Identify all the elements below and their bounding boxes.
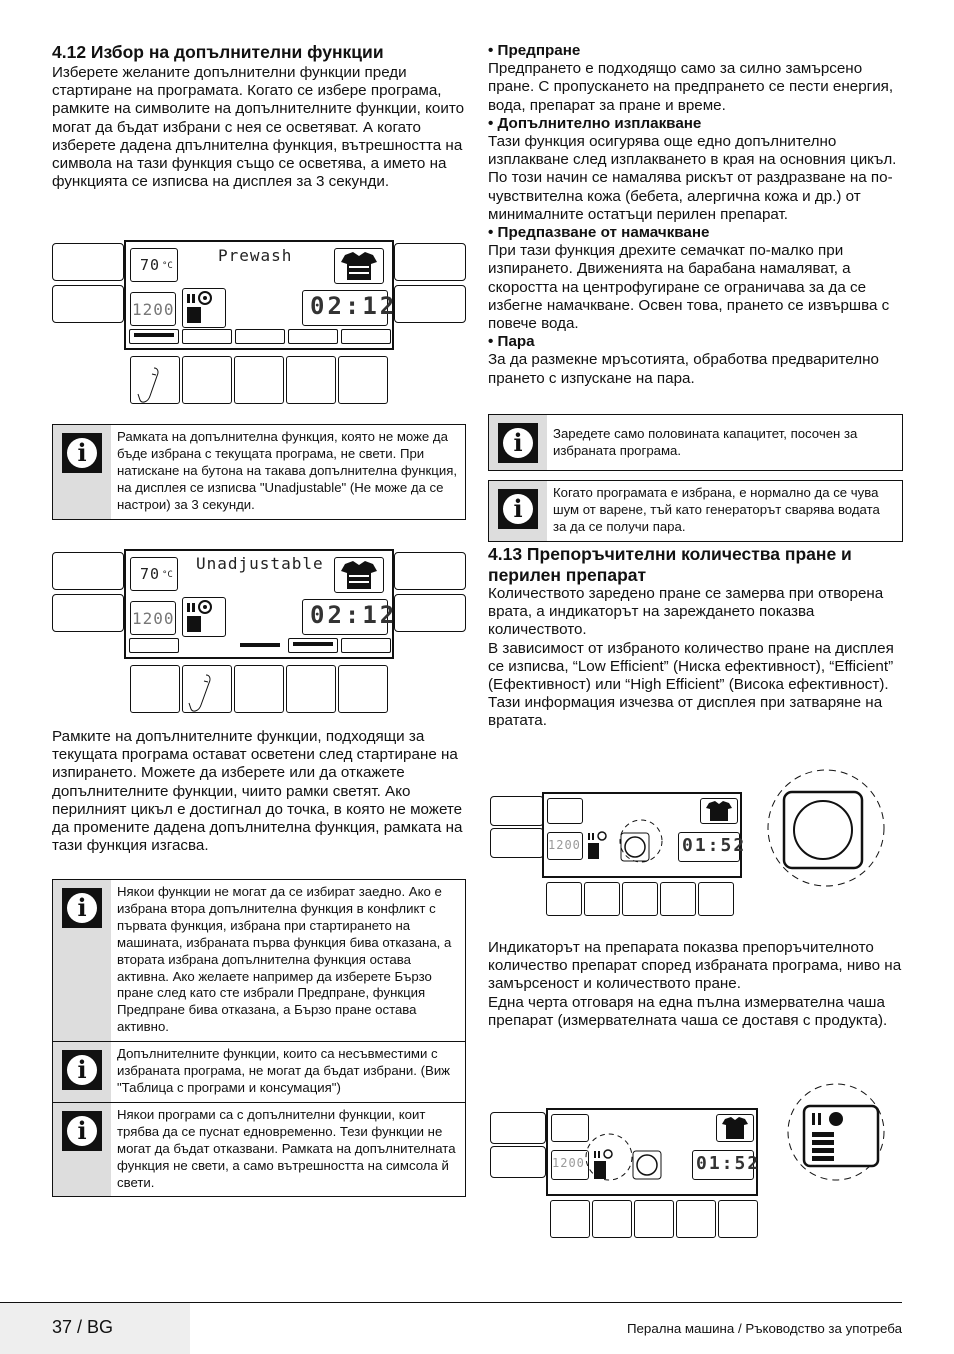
info-note-row [53,880,465,1041]
function-button-3 [234,665,284,713]
info-note-text: Някои функции не могат да се избират заедно. Ако е избрана втора допълнителна функция в конфликт с първата функция, избрана при стартирането на машината, избраната първа функция бива отказана, а втората избрана допълнителна функция остава активна. Ако желаете например да изберете Бързо пране след като сте избрали Предпране, функция Предпране бива отказана, а Бързо пране остава активно. [117,884,452,1035]
info-note-row [53,1041,465,1102]
function-button-2 [182,356,232,404]
page-number-box [0,1303,190,1354]
function-button-4 [286,665,336,713]
time-value: 01:52 [696,1153,761,1174]
left-key-bottom [52,285,124,323]
function-button-5 [698,882,734,916]
function-item-prewash [488,42,903,115]
shirt-icon-box [334,557,384,593]
finger-press-icon [186,673,216,717]
detergent-symbol-icon [586,830,616,862]
rpm-value: 1200 [548,838,581,852]
zoom-load-indicator-icon [764,766,888,892]
display-illustration-unadjustable [52,549,466,717]
page-number: 37 / BG [52,1317,114,1337]
info-note-text: Рамката на допълнителна функция, която не може да бъде избрана с текущата програма, не свети. При натискане на бутона на такава допълнителна функция, на дисплея се изписва "Unadjustable" (Не може да се настрои) за 3 секунди. [117,429,457,512]
function-tab-3 [235,329,285,344]
info-note-boiling-noise [488,480,903,542]
info-note-row [53,1102,465,1197]
right-key-top [394,243,466,281]
function-button-3 [234,356,284,404]
left-key-top [52,243,124,281]
prewash-symbol-icon [183,598,225,636]
info-notes-stack [52,879,466,1197]
function-tab-4 [288,638,338,653]
function-item-extra-rinse [488,115,903,224]
function-button-3 [634,1200,674,1238]
function-description: Тази функция осигурява още едно допълнително изплакване след изплакването в края на основния цикъл. По този начин се намалява рискът от раздразване на по-чувствителна кожа (бебета, алергична кожа и др.) от минималните остатъци перилен препарат. [488,133,897,223]
info-icon: i [62,1111,102,1151]
function-title: • Предпазване от намачкване [488,224,710,242]
display-message: Unadjustable [196,554,324,573]
function-item-anti-crease [488,224,903,333]
display-illustration-detergent-indicator [488,1080,888,1240]
left-key-bottom [52,594,124,632]
function-button-5 [718,1200,758,1238]
function-tab-2 [182,329,232,344]
left-key-bottom [490,828,544,858]
left-key-top [490,1112,546,1144]
function-symbol-box [182,288,226,328]
info-icon: i [62,1050,102,1090]
function-button-1 [130,665,180,713]
info-note-text: Някои програми са с допълнителни функции, коит трябва да се пуснат едновременно. Тези функции не могат да бъдат отказвани. Рамката на допълнителната функция не свети, а само вътрешността на симсола й свети. [117,1106,456,1190]
function-tab-5 [341,638,391,653]
right-key-top [394,552,466,590]
info-note-text: Заредете само половината капацитет, посочен за избраната програма. [553,426,858,458]
time-value: 01:52 [682,835,747,856]
lit-frames-paragraph: Рамките на допълнителните функции, подходящи за текущата програма остават осветени след стартиране на изпирането. Можете да изберете или да откажете допълнителните функции, чиито рамки светят. Ако перилният цикъл е достигнал до точка, в която не можете да промените дадена допълнителна функция, рамката на тази функция изгасва. [52,728,463,855]
intro-paragraph: Изберете желаните допълнителни функции преди стартиране на програмата. Когато се избере програма, рамките на символите на допълнителните функции, които могат да бъдат избрани с нея се осветяват. А когато изберете дадена дпълнителна функция, вътрешността на символа на тази функция също се осветява, а името на функцията се изписва на дисплея за 3 секунди. [52,64,465,191]
temperature-unit: °C [162,570,173,580]
shirt-icon-box [716,1114,754,1142]
section-heading-4-12: 4.12 Избор на допълнителни функции [52,42,384,62]
info-icon: i [62,888,102,928]
shirt-icon [335,558,383,592]
function-tab-1 [129,638,179,653]
temperature-unit: °C [162,261,173,271]
function-description: Предпрането е подходящо само за силно замърсено пране. С пропускането на предпрането се пести енергия, вода, препарат за пране и време. [488,60,894,114]
info-icon: i [498,489,538,529]
load-indicator-paragraph: Количеството заредено пране се замерва при отворена врата, а индикаторът на зареждането показва количеството. В зависимост от избраното количество пране на дисплея се изписва, “Low Efficient” (Ниска ефективност), “Efficient” (Ефективност) или “High Efficient” (Висока ефективност). Тази информация изчезва от дисплея при затваряне на вратата. [488,585,894,730]
shirt-icon-box [334,248,384,284]
function-description: При тази функция дрехите семачкат по-малко при изпирането. Движенията на барабана намаляват, а скоростта на центрофугиране се ограничава за да се избегне намачкване. Освен това, прането се извършва с повече вода. [488,242,890,333]
highlight-ring [584,1132,634,1182]
info-note-1 [52,424,466,520]
lcd-screen [546,1108,761,1196]
load-indicator-icon [632,1150,662,1180]
footer-title: Перална машина / Ръководство за употреба [626,1321,902,1336]
right-key-bottom [394,594,466,632]
function-title: • Пара [488,333,535,351]
function-button-4 [660,882,696,916]
function-tab-1 [129,329,179,344]
function-button-4 [676,1200,716,1238]
rpm-value: 1200 [132,300,175,319]
function-item-steam [488,333,903,388]
temperature-value: 70 [140,256,161,274]
right-column [488,42,903,388]
function-button-1 [550,1200,590,1238]
right-key-bottom [394,285,466,323]
shirt-icon [335,249,383,283]
function-description: За да размекне мръсотията, обработва предварително прането с изпускане на пара. [488,351,879,387]
info-note-half-load [488,414,903,471]
function-tab-4 [288,329,338,344]
function-button-3 [622,882,658,916]
section-heading-4-13: 4.13 Препоръчителни количества пране и перилен препарат [488,544,852,585]
rpm-value: 1200 [552,1156,585,1170]
function-button-2 [584,882,620,916]
zoom-detergent-indicator-icon [784,1080,888,1184]
function-symbol-box [182,597,226,637]
function-tab-2 [182,638,232,653]
display-illustration-prewash [52,240,466,408]
finger-press-icon [136,366,166,406]
rpm-value: 1200 [132,609,175,628]
info-icon: i [62,433,102,473]
time-value: 02:12 [310,292,398,320]
info-note-text: Когато програмата е избрана, е нормално да се чува шум от варене, тъй като генераторът сварява водата за да се получи пара. [553,485,880,534]
info-icon: i [498,423,538,463]
function-title: • Предпране [488,42,581,59]
function-button-1 [546,882,582,916]
left-key-top [52,552,124,590]
info-note-text: Допълнителните функции, които са несъвместими с избраната програма, не могат да бъдат избрани. (Виж "Таблица с програми и консумация") [117,1046,451,1095]
shirt-icon [701,799,737,823]
left-column [52,42,466,191]
shirt-icon [717,1115,753,1141]
function-tab-3 [235,638,285,653]
function-button-5 [338,665,388,713]
detergent-indicator-paragraph: Индикаторът на препарата показва препоръчителното количество препарат според избраната програма, ниво на замърсеност и количеството пране. Една черта отговаря на една пълна измервателна чаша препарат (измервателната чаша се доставя с продукта). [488,939,902,1029]
function-tab-5 [341,329,391,344]
display-illustration-load-indicator [488,766,888,920]
highlight-ring [618,818,664,864]
function-button-4 [286,356,336,404]
left-key-top [490,796,544,826]
display-message: Prewash [218,246,293,265]
prewash-symbol-icon [183,289,225,327]
temperature-box [547,798,583,824]
function-button-2 [592,1200,632,1238]
left-key-bottom [490,1146,546,1178]
shirt-icon-box [700,798,738,824]
function-button-5 [338,356,388,404]
time-value: 02:12 [310,601,398,629]
temperature-value: 70 [140,565,161,583]
function-title: • Допълнително изплакване [488,114,702,132]
